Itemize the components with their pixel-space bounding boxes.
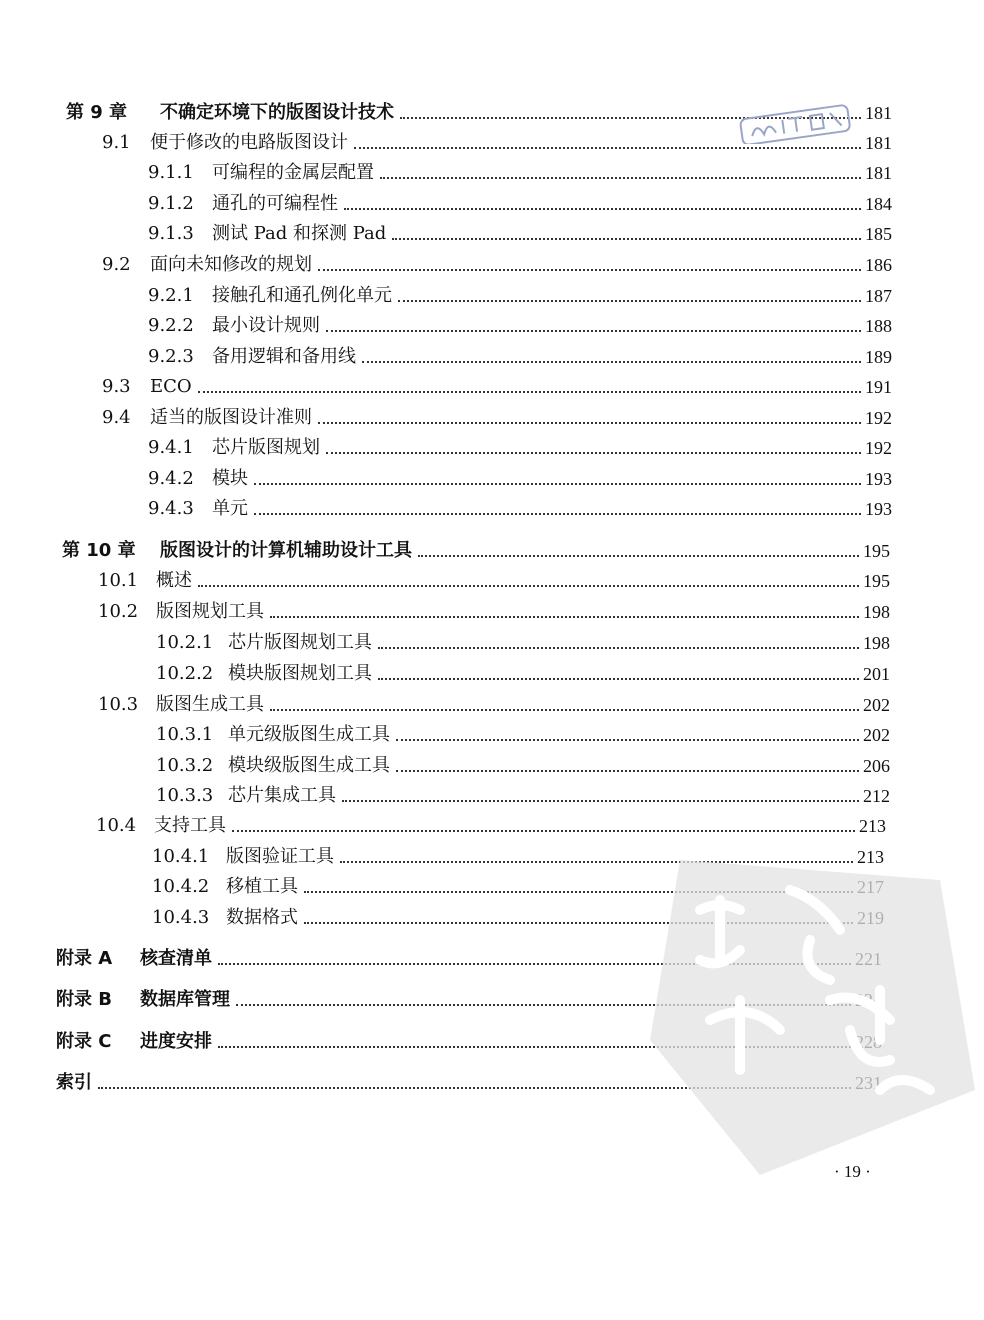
toc-entry-title: 测试 Pad 和探测 Pad (212, 223, 387, 244)
toc-entry-page: 181 (865, 133, 892, 153)
toc-leader-dots (396, 737, 859, 741)
toc-entry-title: 版图验证工具 (226, 846, 334, 867)
toc-entry-number: 10.3 (98, 694, 139, 715)
toc-entry-page: 181 (865, 163, 892, 183)
toc-entry-number: 10.1 (98, 570, 139, 591)
toc-entry[interactable] (98, 690, 890, 716)
toc-entry-number: 10.3.2 (156, 755, 214, 776)
toc-entry-page: 193 (865, 469, 892, 489)
toc-leader-dots (326, 450, 861, 454)
toc-entry-number: 第 10 章 (62, 540, 136, 561)
toc-entry-page: 202 (863, 695, 890, 715)
toc-entry-page: 198 (863, 633, 890, 653)
toc-entry-page: 185 (865, 224, 892, 244)
toc-entry-number: 附录 B (56, 989, 112, 1010)
toc-entry-number: 9.1 (102, 132, 131, 153)
toc-entry-title: 芯片版图规划工具 (228, 632, 372, 653)
toc-entry-page: 186 (865, 255, 892, 275)
toc-entry-number: 9.4 (102, 407, 131, 428)
toc-leader-dots (198, 583, 859, 587)
toc-leader-dots (396, 768, 859, 772)
toc-entry-title: 版图设计的计算机辅助设计工具 (160, 540, 412, 561)
toc-entry-title: 支持工具 (154, 815, 226, 836)
toc-entry[interactable] (102, 250, 892, 276)
toc-entry-title: 面向未知修改的规划 (150, 254, 312, 275)
toc-entry-title: 单元级版图生成工具 (228, 724, 390, 745)
toc-entry[interactable] (156, 781, 890, 807)
toc-leader-dots (198, 389, 861, 393)
toc-entry-title: 模块版图规划工具 (228, 663, 372, 684)
toc-leader-dots (254, 511, 861, 515)
toc-entry[interactable] (148, 464, 892, 490)
toc-entry[interactable] (98, 566, 890, 592)
toc-entry-title: 数据库管理 (140, 989, 230, 1010)
toc-entry-page: 188 (865, 316, 892, 336)
toc-entry-title: 模块级版图生成工具 (228, 755, 390, 776)
toc-entry-title: 核查清单 (140, 948, 212, 969)
toc-entry-title: 单元 (212, 498, 248, 519)
toc-entry[interactable] (156, 659, 890, 685)
toc-entry-number: 索引 (56, 1072, 92, 1093)
toc-leader-dots (380, 175, 861, 179)
toc-leader-dots (362, 359, 861, 363)
toc-leader-dots (378, 645, 859, 649)
toc-leader-dots (318, 420, 861, 424)
toc-entry-number: 9.2.1 (148, 285, 194, 306)
toc-entry-number: 10.4.3 (152, 907, 210, 928)
toc-entry-page: 213 (857, 847, 884, 867)
toc-entry-page: 184 (865, 194, 892, 214)
toc-entry[interactable] (148, 342, 892, 368)
toc-entry-page: 195 (863, 541, 890, 561)
toc-entry-page: 192 (865, 408, 892, 428)
toc-entry-title: 最小设计规则 (212, 315, 320, 336)
toc-entry-title: 概述 (156, 570, 192, 591)
watermark-seal (640, 820, 980, 1180)
toc-leader-dots (418, 553, 859, 557)
toc-entry-page: 191 (865, 377, 892, 397)
toc-entry-title: 版图生成工具 (156, 694, 264, 715)
toc-entry-page: 212 (863, 786, 890, 806)
toc-entry-number: 10.4.1 (152, 846, 210, 867)
toc-entry-number: 10.3.1 (156, 724, 214, 745)
toc-entry[interactable] (148, 311, 892, 337)
toc-entry[interactable] (148, 158, 892, 184)
toc-leader-dots (398, 298, 861, 302)
toc-entry[interactable] (98, 597, 890, 623)
toc-entry-title: 芯片版图规划 (212, 437, 320, 458)
toc-leader-dots (392, 236, 861, 240)
toc-entry[interactable] (148, 494, 892, 520)
toc-entry[interactable] (156, 628, 890, 654)
toc-entry-title: 备用逻辑和备用线 (212, 346, 356, 367)
toc-entry-page: 201 (863, 664, 890, 684)
toc-entry[interactable] (148, 281, 892, 307)
toc-leader-dots (254, 481, 861, 485)
toc-entry-title: 芯片集成工具 (228, 785, 336, 806)
toc-entry-number: 9.4.3 (148, 498, 194, 519)
toc-leader-dots (344, 206, 861, 210)
toc-entry-number: 10.2.1 (156, 632, 214, 653)
toc-entry[interactable] (148, 219, 892, 245)
toc-entry-title: 版图规划工具 (156, 601, 264, 622)
toc-entry-title: 接触孔和通孔例化单元 (212, 285, 392, 306)
toc-entry-page: 189 (865, 347, 892, 367)
toc-entry[interactable] (62, 536, 890, 562)
toc-entry-number: 第 9 章 (66, 102, 128, 123)
toc-entry-page: 187 (865, 286, 892, 306)
toc-entry-number: 10.2.2 (156, 663, 214, 684)
toc-entry-number: 9.3 (102, 376, 131, 397)
toc-entry-page: 181 (865, 103, 892, 123)
library-stamp (735, 104, 855, 144)
toc-entry[interactable] (156, 751, 890, 777)
toc-entry-number: 附录 C (56, 1031, 112, 1052)
toc-leader-dots (342, 798, 859, 802)
toc-entry[interactable] (102, 372, 892, 398)
toc-entry-page: 213 (859, 816, 886, 836)
toc-entry-page: 193 (865, 499, 892, 519)
toc-entry-number: 9.2.3 (148, 346, 194, 367)
toc-entry-number: 附录 A (56, 948, 113, 969)
toc-entry-page: 206 (863, 756, 890, 776)
toc-leader-dots (270, 707, 859, 711)
toc-entry-page: 195 (863, 571, 890, 591)
toc-entry-number: 10.4 (96, 815, 137, 836)
page-number: · 19 · (834, 1162, 871, 1181)
toc-entry-title: 移植工具 (226, 876, 298, 897)
toc-entry[interactable] (148, 433, 892, 459)
toc-entry-number: 9.2.2 (148, 315, 194, 336)
toc-leader-dots (318, 267, 861, 271)
toc-entry-title: 进度安排 (140, 1031, 212, 1052)
toc-leader-dots (270, 614, 859, 618)
toc-leader-dots (326, 328, 861, 332)
toc-leader-dots (378, 676, 859, 680)
toc-entry-title: 数据格式 (226, 907, 298, 928)
toc-entry-page: 202 (863, 725, 890, 745)
toc-entry-title: 适当的版图设计准则 (150, 407, 312, 428)
toc-entry-title: 可编程的金属层配置 (212, 162, 374, 183)
toc-entry-number: 9.4.2 (148, 468, 194, 489)
toc-entry-number: 10.3.3 (156, 785, 214, 806)
toc-entry-number: 9.1.1 (148, 162, 194, 183)
toc-entry[interactable] (148, 189, 892, 215)
toc-entry-title: 通孔的可编程性 (212, 193, 338, 214)
toc-entry-number: 9.1.3 (148, 223, 194, 244)
toc-entry-number: 9.4.1 (148, 437, 194, 458)
toc-entry-title: 不确定环境下的版图设计技术 (160, 102, 394, 123)
toc-leader-dots (354, 145, 861, 149)
toc-entry-title: 便于修改的电路版图设计 (150, 132, 348, 153)
toc-entry-title: ECO (150, 376, 192, 397)
toc-entry-page: 192 (865, 438, 892, 458)
toc-entry-number: 9.2 (102, 254, 131, 275)
toc-entry-number: 10.4.2 (152, 876, 210, 897)
toc-entry[interactable] (102, 403, 892, 429)
toc-entry-number: 10.2 (98, 601, 139, 622)
toc-entry-title: 模块 (212, 468, 248, 489)
toc-entry-number: 9.1.2 (148, 193, 194, 214)
toc-entry[interactable] (156, 720, 890, 746)
toc-entry-page: 198 (863, 602, 890, 622)
